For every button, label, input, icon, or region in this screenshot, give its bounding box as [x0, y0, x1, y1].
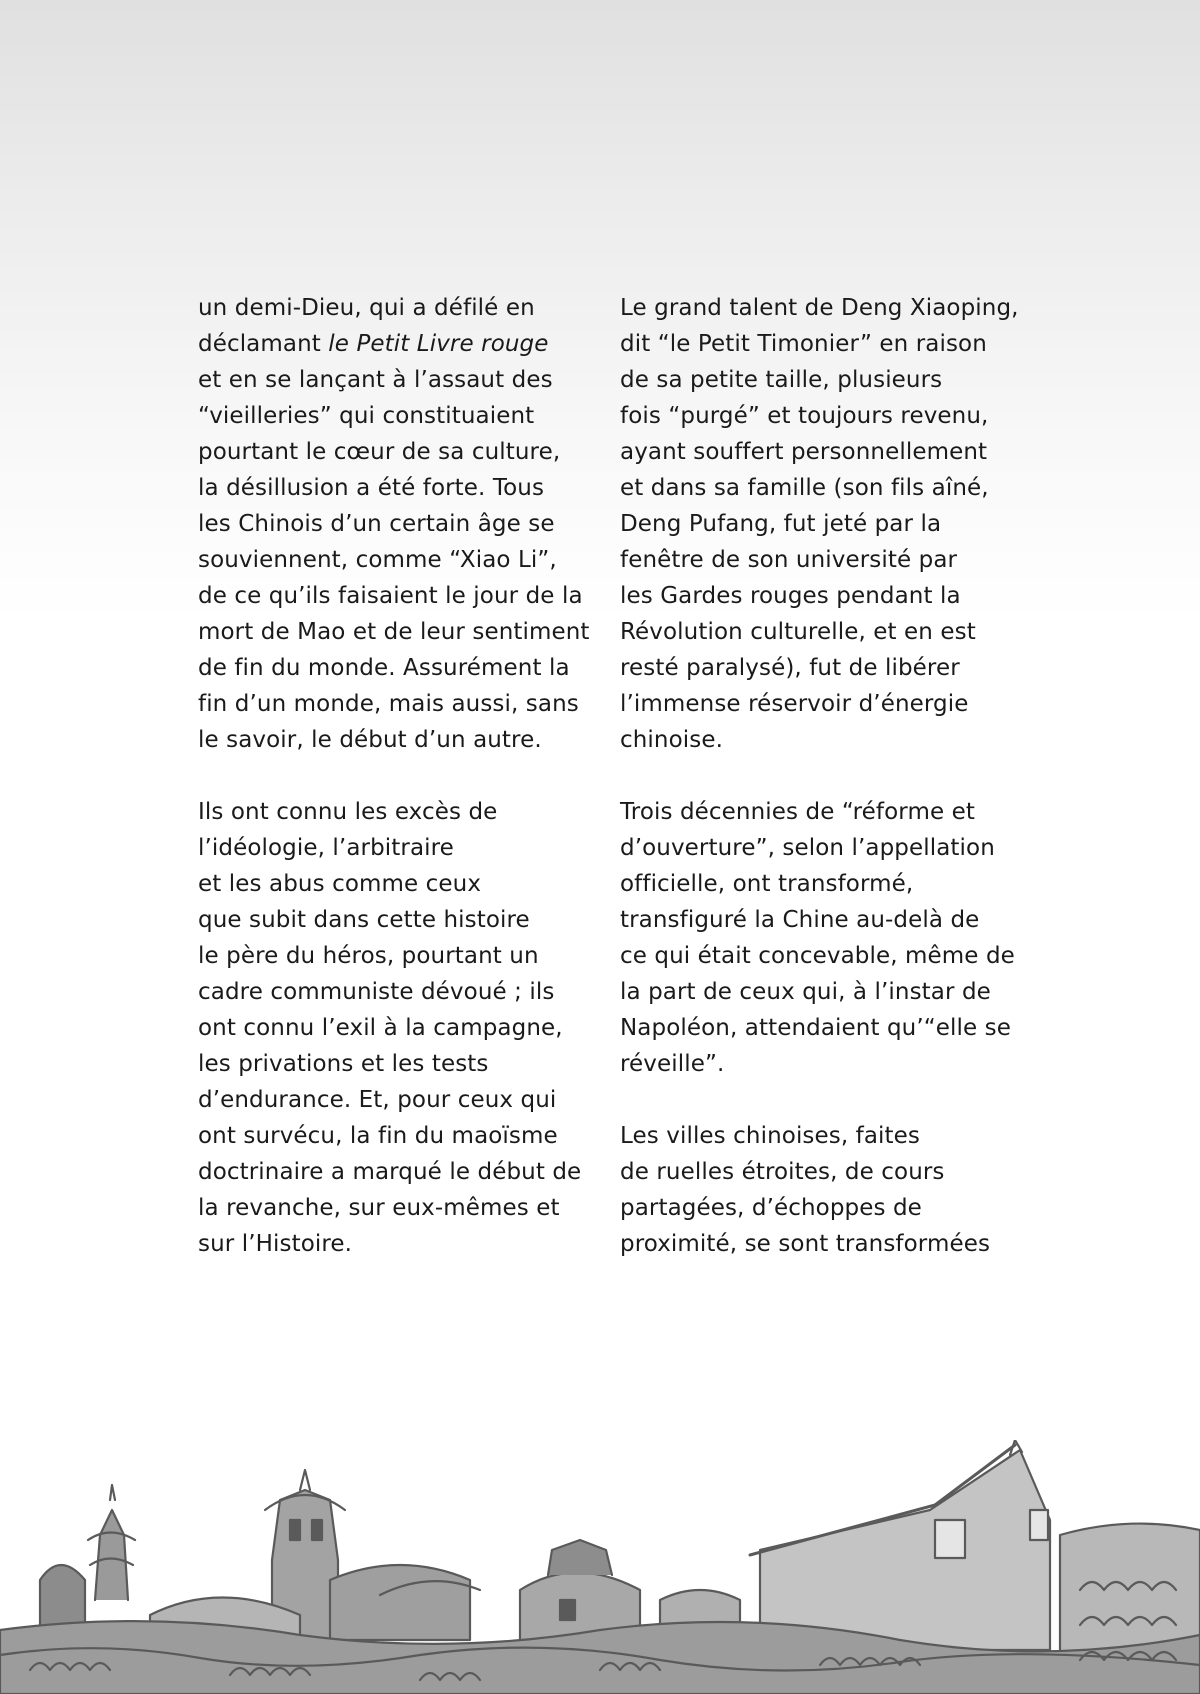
text-line: fois “purgé” et toujours revenu,: [620, 403, 989, 429]
right-text-column: [620, 290, 1020, 1298]
text-line: Deng Pufang, fut jeté par la: [620, 511, 942, 537]
text-line: de ce qu’ils faisaient le jour de la: [198, 583, 583, 609]
text-line: Révolution culturelle, et en est: [620, 619, 976, 645]
text-line: les privations et les tests: [198, 1051, 489, 1077]
rooftops-sketch-illustration: [0, 1440, 1200, 1694]
text-line: fin d’un monde, mais aussi, sans: [198, 691, 579, 717]
text-line: et dans sa famille (son fils aîné,: [620, 475, 989, 501]
text-line: ont survécu, la fin du maoïsme: [198, 1123, 558, 1149]
text-line: le savoir, le début d’un autre.: [198, 727, 542, 753]
text-line: doctrinaire a marqué le début de: [198, 1159, 582, 1185]
text-line: ont connu l’exil à la campagne,: [198, 1015, 563, 1041]
text-line: l’idéologie, l’arbitraire: [198, 835, 454, 861]
text-line: le père du héros, pourtant un: [198, 943, 539, 969]
text-line: “vieilleries” qui constituaient: [198, 403, 535, 429]
text-line: ce qui était concevable, même de: [620, 943, 1015, 969]
text-line: de ruelles étroites, de cours: [620, 1159, 945, 1185]
text-line: souviennent, comme “Xiao Li”,: [198, 547, 557, 573]
text-line: la part de ceux qui, à l’instar de: [620, 979, 991, 1005]
text-line: Trois décennies de “réforme et: [620, 799, 975, 825]
text-line: dit “le Petit Timonier” en raison: [620, 331, 987, 357]
book-title-italic: le Petit Livre rouge: [328, 331, 549, 357]
text-line: cadre communiste dévoué ; ils: [198, 979, 555, 1005]
text-line: resté paralysé), fut de libérer: [620, 655, 960, 681]
paragraph: [620, 794, 1020, 1082]
paragraph: [198, 794, 598, 1262]
text-line: réveille”.: [620, 1051, 725, 1077]
text-line: les Gardes rouges pendant la: [620, 583, 961, 609]
text-line-part: déclamant: [198, 331, 329, 357]
text-line: de sa petite taille, plusieurs: [620, 367, 943, 393]
paragraph: [198, 290, 598, 758]
text-line: transfiguré la Chine au-delà de: [620, 907, 980, 933]
text-line: officielle, ont transformé,: [620, 871, 914, 897]
text-line: mort de Mao et de leur sentiment: [198, 619, 590, 645]
text-line: fenêtre de son université par: [620, 547, 958, 573]
text-line: chinoise.: [620, 727, 723, 753]
text-line: et en se lançant à l’assaut des: [198, 367, 553, 393]
text-line: et les abus comme ceux: [198, 871, 482, 897]
text-line: l’immense réservoir d’énergie: [620, 691, 969, 717]
text-line: que subit dans cette histoire: [198, 907, 530, 933]
text-line: Ils ont connu les excès de: [198, 799, 498, 825]
text-line: la désillusion a été forte. Tous: [198, 475, 545, 501]
text-line: les Chinois d’un certain âge se: [198, 511, 555, 537]
left-text-column: [198, 290, 598, 1298]
text-line: Napoléon, attendaient qu’“elle se: [620, 1015, 1012, 1041]
paragraph: [620, 290, 1020, 758]
text-line: pourtant le cœur de sa culture,: [198, 439, 561, 465]
text-line: [198, 326, 598, 362]
text-line: la revanche, sur eux-mêmes et: [198, 1195, 560, 1221]
text-line: sur l’Histoire.: [198, 1231, 353, 1257]
text-line: d’ouverture”, selon l’appellation: [620, 835, 995, 861]
text-line: ayant souffert personnellement: [620, 439, 988, 465]
text-line: d’endurance. Et, pour ceux qui: [198, 1087, 557, 1113]
text-line: Le grand talent de Deng Xiaoping,: [620, 295, 1019, 321]
text-line: Les villes chinoises, faites: [620, 1123, 921, 1149]
text-line: proximité, se sont transformées: [620, 1231, 991, 1257]
text-line: de fin du monde. Assurément la: [198, 655, 570, 681]
paragraph: [620, 1118, 1020, 1262]
text-line: partagées, d’échoppes de: [620, 1195, 922, 1221]
text-line: un demi-Dieu, qui a défilé en: [198, 295, 535, 321]
